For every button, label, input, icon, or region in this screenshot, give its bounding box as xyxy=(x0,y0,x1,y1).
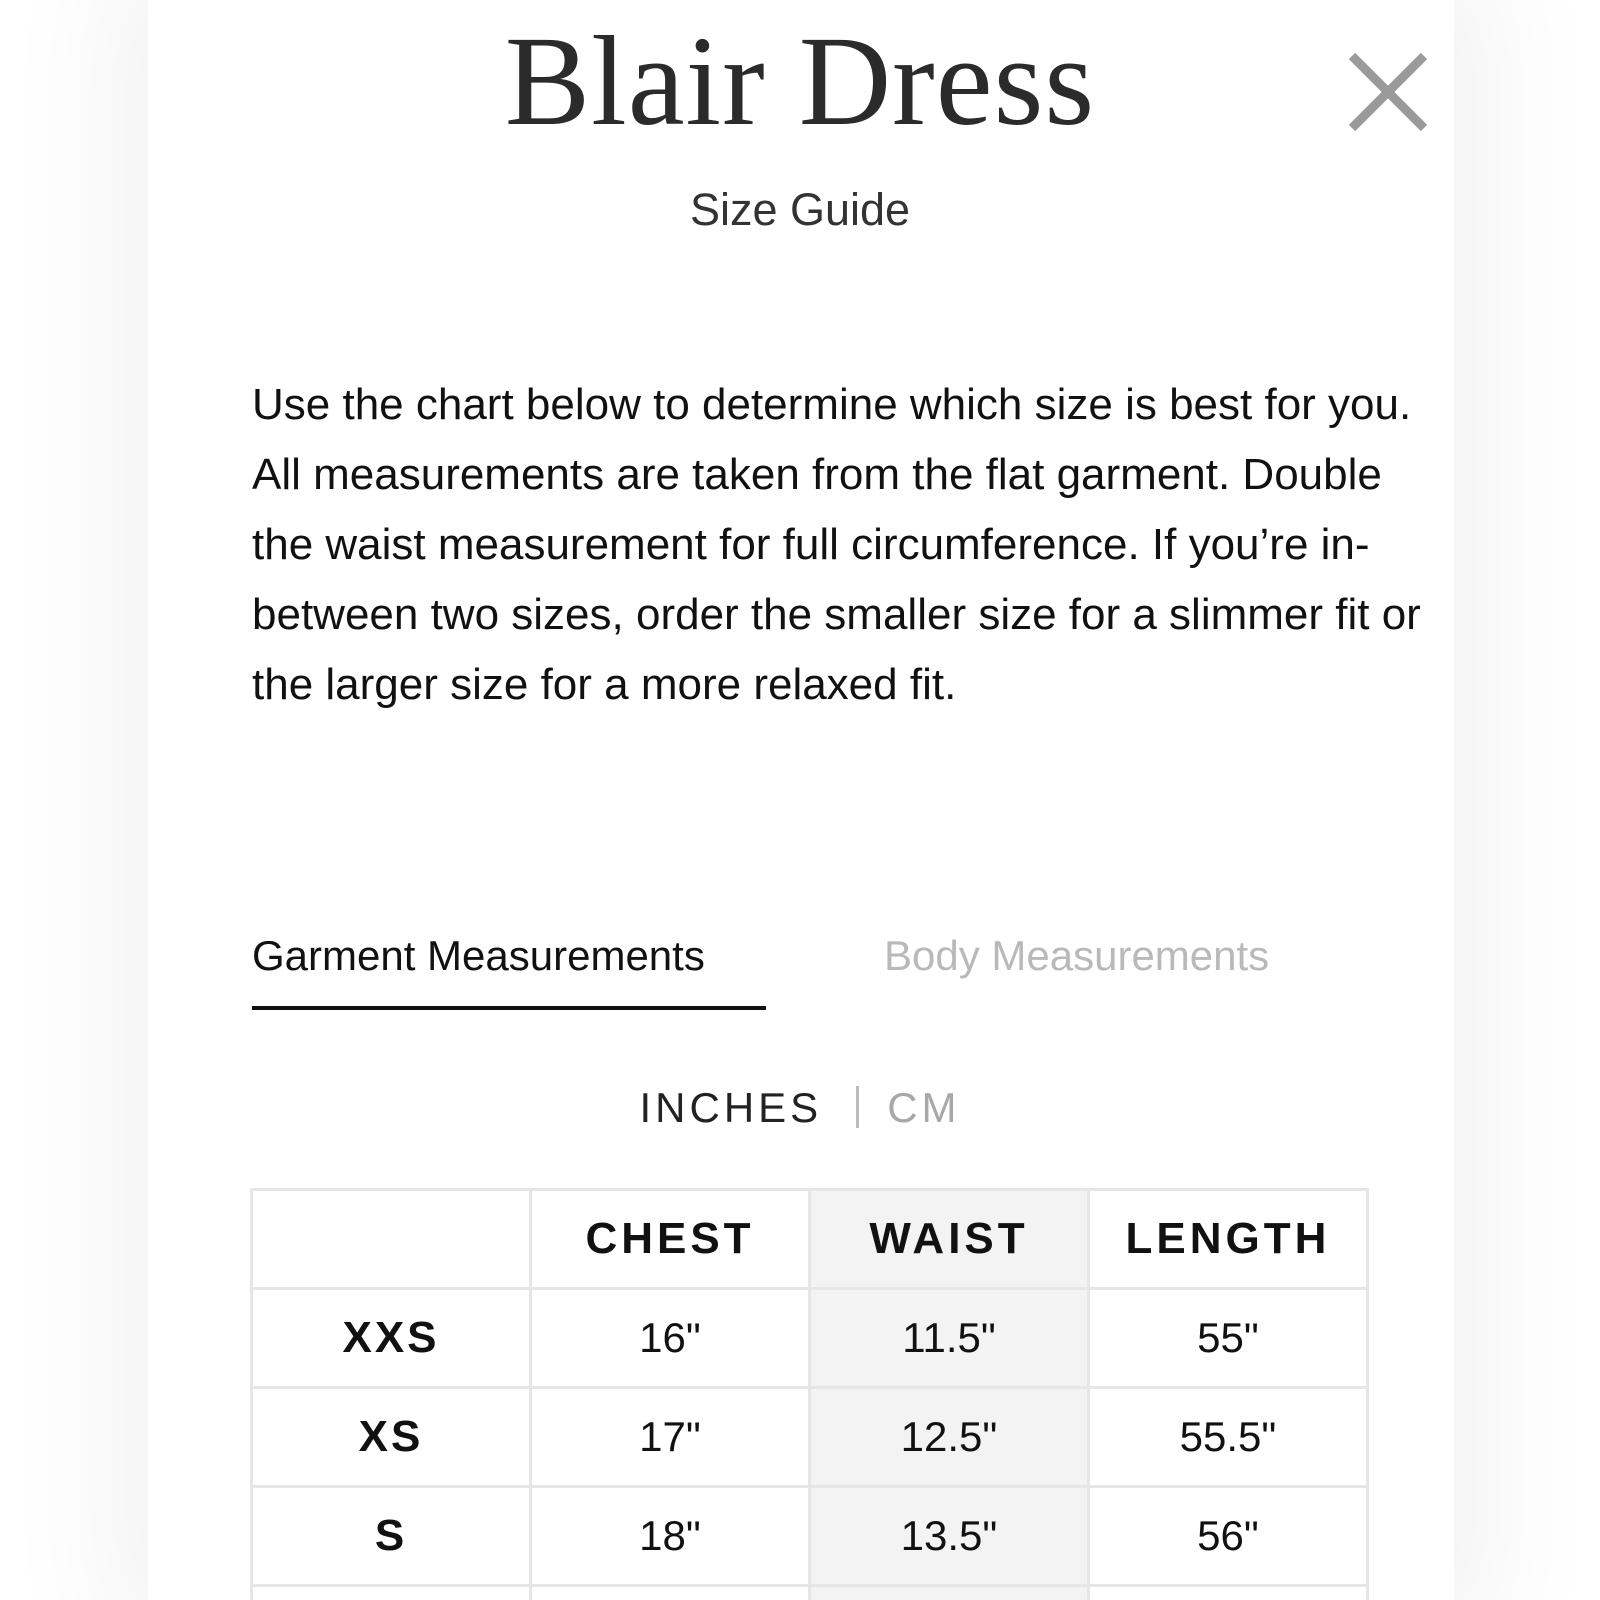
active-tab-underline xyxy=(252,1006,766,1010)
close-icon xyxy=(1346,50,1430,134)
table-row xyxy=(252,1487,1368,1586)
chest-value: 16" xyxy=(531,1289,810,1388)
header-waist: WAIST xyxy=(810,1190,1089,1289)
size-label: S xyxy=(252,1487,531,1586)
product-title: Blair Dress xyxy=(504,10,1096,152)
size-label xyxy=(252,1586,531,1600)
waist-value: 12.5" xyxy=(810,1388,1089,1487)
tab-body-measurements[interactable]: Body Measurements xyxy=(884,932,1270,979)
header-length: LENGTH xyxy=(1089,1190,1368,1289)
header-empty xyxy=(252,1190,531,1289)
tab-garment-measurements[interactable]: Garment Measurements xyxy=(252,932,705,979)
close-button[interactable] xyxy=(1346,50,1430,134)
table-row xyxy=(252,1586,1368,1600)
chest-value: 18" xyxy=(531,1487,810,1586)
length-value: 55" xyxy=(1089,1289,1368,1388)
waist-value xyxy=(810,1586,1089,1600)
length-value: 56" xyxy=(1089,1487,1368,1586)
size-label: XS xyxy=(252,1388,531,1487)
table-header-row xyxy=(252,1190,1368,1289)
table-row xyxy=(252,1388,1368,1487)
unit-cm-option[interactable]: CM xyxy=(887,1084,961,1131)
size-chart-table xyxy=(250,1188,1369,1600)
page-subtitle: Size Guide xyxy=(689,184,911,235)
waist-value: 11.5" xyxy=(810,1289,1089,1388)
waist-value: 13.5" xyxy=(810,1487,1089,1586)
chest-value: 17" xyxy=(531,1388,810,1487)
length-value xyxy=(1089,1586,1368,1600)
unit-inches-option[interactable]: INCHES xyxy=(639,1084,823,1131)
size-guide-description: Use the chart below to determine which size is best for you. All measurements are taken from the flat garment. Double the waist measurement for full circumference. If you’re in-between two sizes, order the smaller size for a slimmer fit or the larger size for a more relaxed fit. xyxy=(252,380,1421,709)
table-row xyxy=(252,1289,1368,1388)
unit-toggle xyxy=(0,1080,1600,1136)
unit-divider xyxy=(856,1086,859,1128)
chest-value xyxy=(531,1586,810,1600)
length-value: 55.5" xyxy=(1089,1388,1368,1487)
size-label: XXS xyxy=(252,1289,531,1388)
header-chest: CHEST xyxy=(531,1190,810,1289)
